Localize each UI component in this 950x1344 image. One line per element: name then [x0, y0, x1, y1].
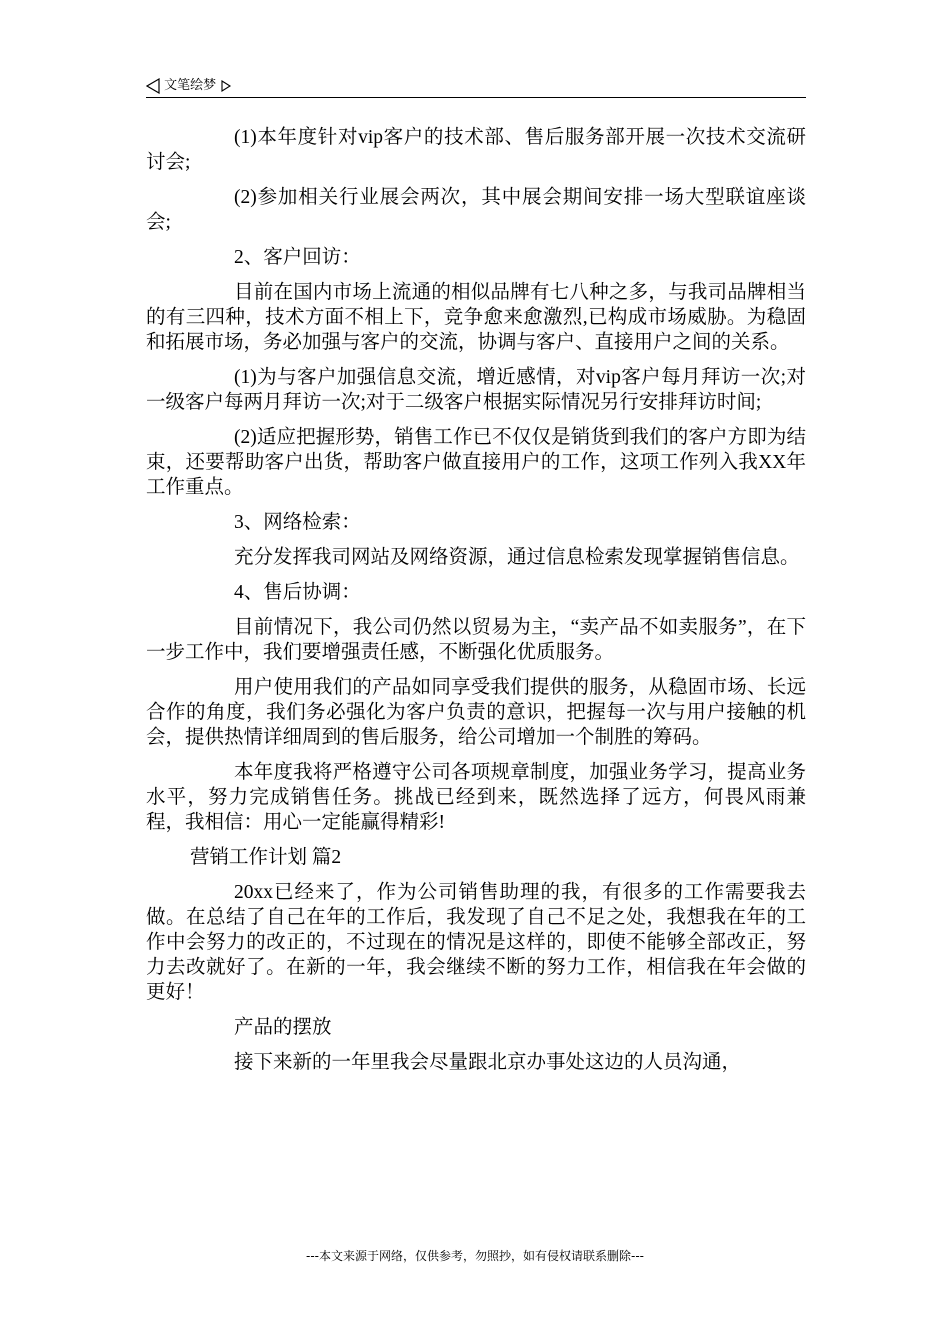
paragraph: 用户使用我们的产品如同享受我们提供的服务，从稳固市场、长远合作的角度，我们务必强化为客户负责的意识，把握每一次与用户接触的机会，提供热情详细周到的售后服务，给公司增加一个制胜的筹码。 — [146, 677, 806, 748]
paragraph: 本年度我将严格遵守公司各项规章制度，加强业务学习，提高业务水平，努力完成销售任务。挑战已经到来，既然选择了远方，何畏风雨兼程，我相信：用心一定能赢得精彩! — [146, 762, 806, 833]
paragraph: 接下来新的一年里我会尽量跟北京办事处这边的人员沟通， — [234, 1052, 742, 1073]
paragraph: 20xx已经来了，作为公司销售助理的我，有很多的工作需要我去做。在总结了自己在年的工作后，我发现了自己不足之处，我想我在年的工作中会努力的改正的，不过现在的情况是这样的，即使不能够全部改正，努力去改就好了。在新的一年，我会继续不断的努力工作，相信我在年会做的更好！ — [146, 882, 806, 1003]
section-heading: 4、售后协调： — [234, 582, 361, 603]
article-title: 营销工作计划 篇2 — [190, 847, 342, 868]
header-brand: 文笔绘梦 — [164, 78, 217, 93]
page-footer-notice: ---本文来源于网络，仅供参考，勿照抄，如有侵权请联系删除--- — [306, 1249, 644, 1263]
section-heading: 产品的摆放 — [234, 1017, 332, 1038]
page-header — [146, 72, 806, 98]
header-brand-row — [146, 74, 232, 94]
paragraph: 充分发挥我司网站及网络资源，通过信息检索发现掌握销售信息。 — [234, 547, 800, 568]
header-divider — [146, 97, 806, 98]
paragraph: (1)为与客户加强信息交流，增近感情，对vip客户每月拜访一次;对一级客户每两月拜访一次;对于二级客户根据实际情况另行安排拜访时间; — [146, 367, 806, 413]
paragraph: 目前情况下，我公司仍然以贸易为主，“卖产品不如卖服务”，在下一步工作中，我们要增强责任感，不断强化优质服务。 — [146, 617, 806, 663]
paragraph: 目前在国内市场上流通的相似品牌有七八种之多，与我司品牌相当的有三四种，技术方面不相上下，竞争愈来愈激烈,已构成市场威胁。为稳固和拓展市场，务必加强与客户的交流，协调与客户、直接用户之间的关系。 — [146, 282, 806, 353]
right-triangle-icon — [220, 80, 232, 92]
paragraph: (2)参加相关行业展会两次，其中展会期间安排一场大型联谊座谈会; — [146, 187, 806, 233]
section-heading: 2、客户回访： — [234, 247, 361, 268]
left-triangle-icon — [146, 78, 160, 94]
paragraph: (1)本年度针对vip客户的技术部、售后服务部开展一次技术交流研讨会; — [146, 127, 806, 173]
document-body — [146, 125, 806, 1085]
paragraph: (2)适应把握形势，销售工作已不仅仅是销货到我们的客户方即为结束，还要帮助客户出货，帮助客户做直接用户的工作，这项工作列入我XX年工作重点。 — [146, 427, 806, 498]
section-heading: 3、网络检索： — [234, 512, 361, 533]
